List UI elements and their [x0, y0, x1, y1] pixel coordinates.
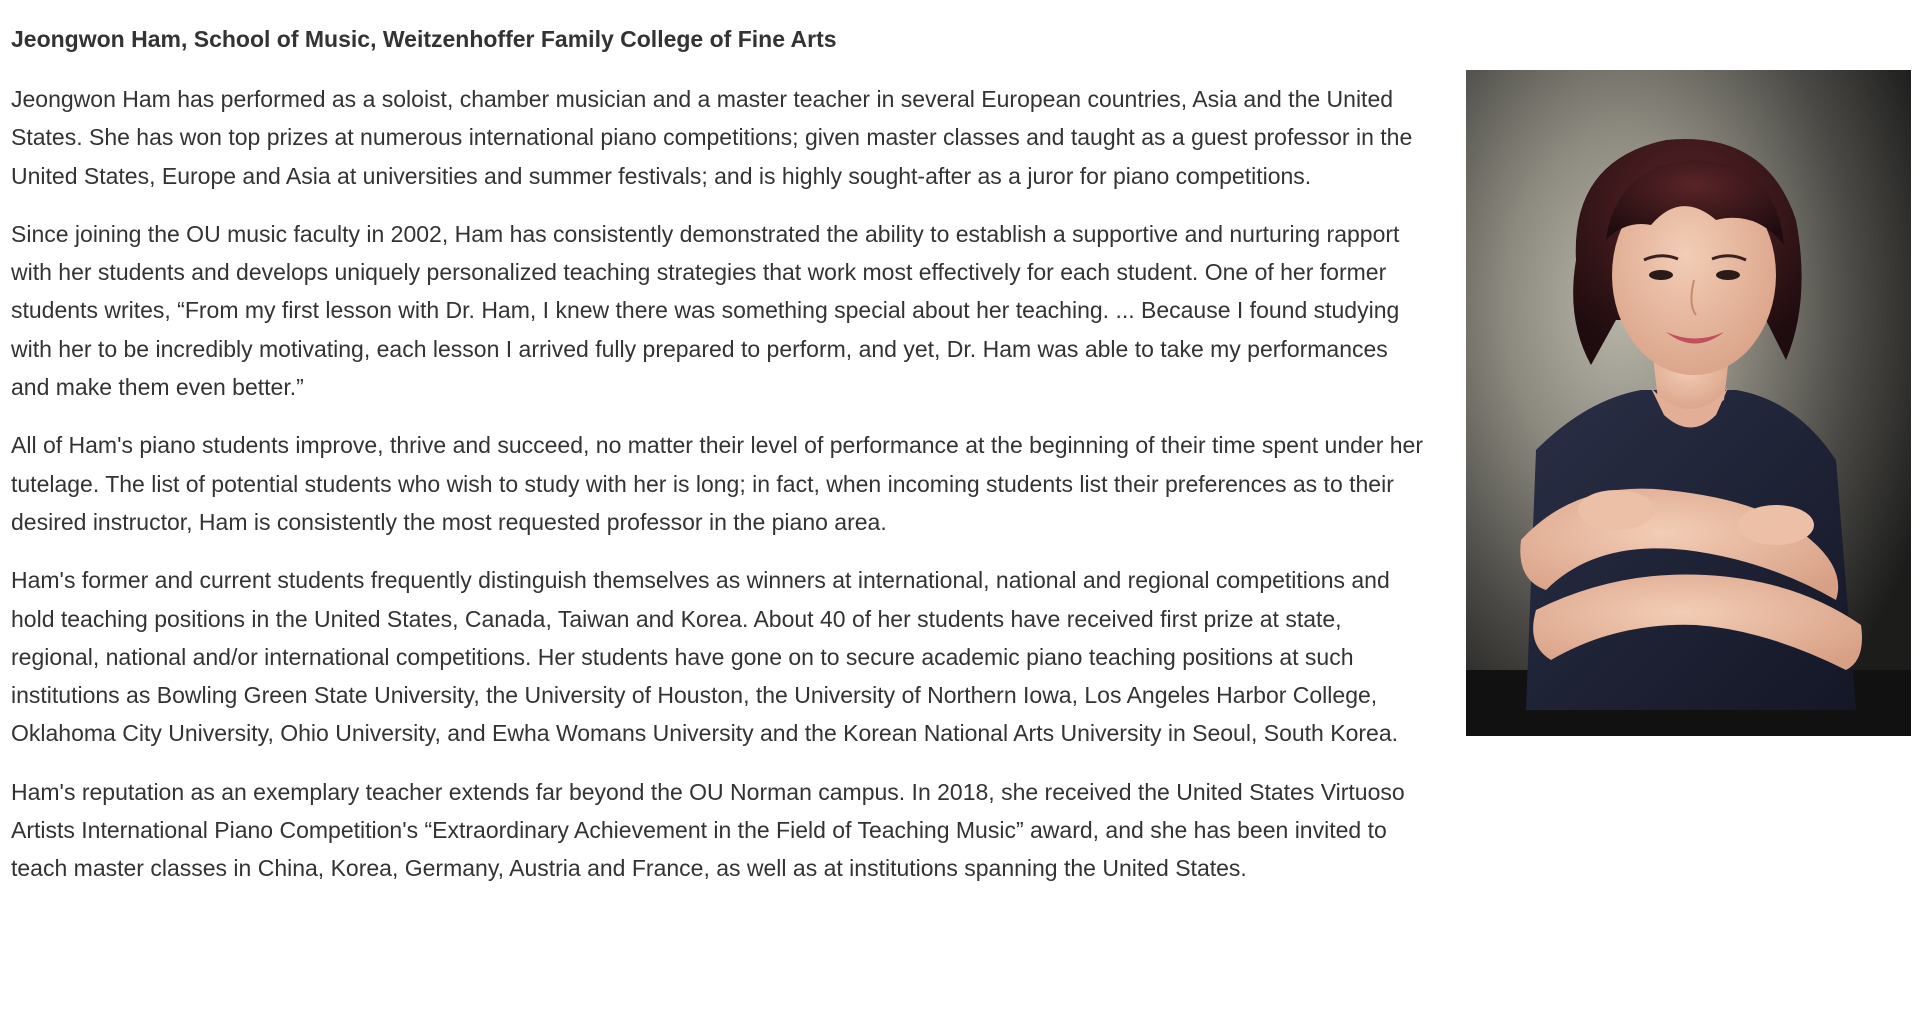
bio-paragraph-4: Ham's former and current students frequently distinguish themselves as winners at international, national and regional competitions and hold teaching positions in the United States, Canada, Taiwan and Korea. About 40 of her students have received first prize at state, regional, national and/or international competitions. Her students have gone on to secure academic piano teaching positions at such institutions as Bowling Green State University, the University of Houston, the University of Northern Iowa, Los Angeles Harbor College, Oklahoma City University, Ohio University, and Ewha Womans University and the Korean National Arts University in Seoul, South Korea. [11, 567, 1398, 747]
bio-paragraph-5: Ham's reputation as an exemplary teacher extends far beyond the OU Norman campus. In 2018, she received the United States Virtuoso Artists International Piano Competition's “Extraordinary Achievement in the Field of Teaching Music” award, and she has been invited to teach master classes in China, Korea, Germany, Austria and France, as well as at institutions spanning the United States. [11, 778, 1405, 882]
article-headline: Jeongwon Ham, School of Music, Weitzenhoffer Family College of Fine Arts [11, 26, 837, 52]
left-eye [1649, 270, 1673, 280]
bio-paragraph-1: Jeongwon Ham has performed as a soloist, chamber musician and a master teacher in several European countries, Asia and the United States. She has won top prizes at numerous international piano competitions; given master classes and taught as a guest professor in the United States, Europe and Asia at universities and summer festivals; and is highly sought-after as a juror for piano competitions. [11, 86, 1413, 189]
right-hand [1738, 505, 1814, 545]
bio-paragraph-3: All of Ham's piano students improve, thrive and succeed, no matter their level of performance at the beginning of their time spent under her tutelage. The list of potential students who wish to study with her is long; in fact, when incoming students list their preferences as to their desired instructor, Ham is consistently the most requested professor in the piano area. [11, 432, 1423, 535]
right-eye [1716, 270, 1740, 280]
left-hand [1578, 490, 1654, 530]
portrait-photo [1466, 70, 1911, 736]
article-body [11, 80, 1426, 908]
bio-paragraph-2: Since joining the OU music faculty in 2002, Ham has consistently demonstrated the ability to establish a supportive and nurturing rapport with her students and develops uniquely personalized teaching strategies that work most effectively for each student. One of her former students writes, “From my first lesson with Dr. Ham, I knew there was something special about her teaching. ... Because I found studying with her to be incredibly motivating, each lesson I arrived fully prepared to perform, and yet, Dr. Ham was able to take my performances and make them even better.” [11, 220, 1400, 401]
portrait-illustration [1466, 70, 1911, 736]
